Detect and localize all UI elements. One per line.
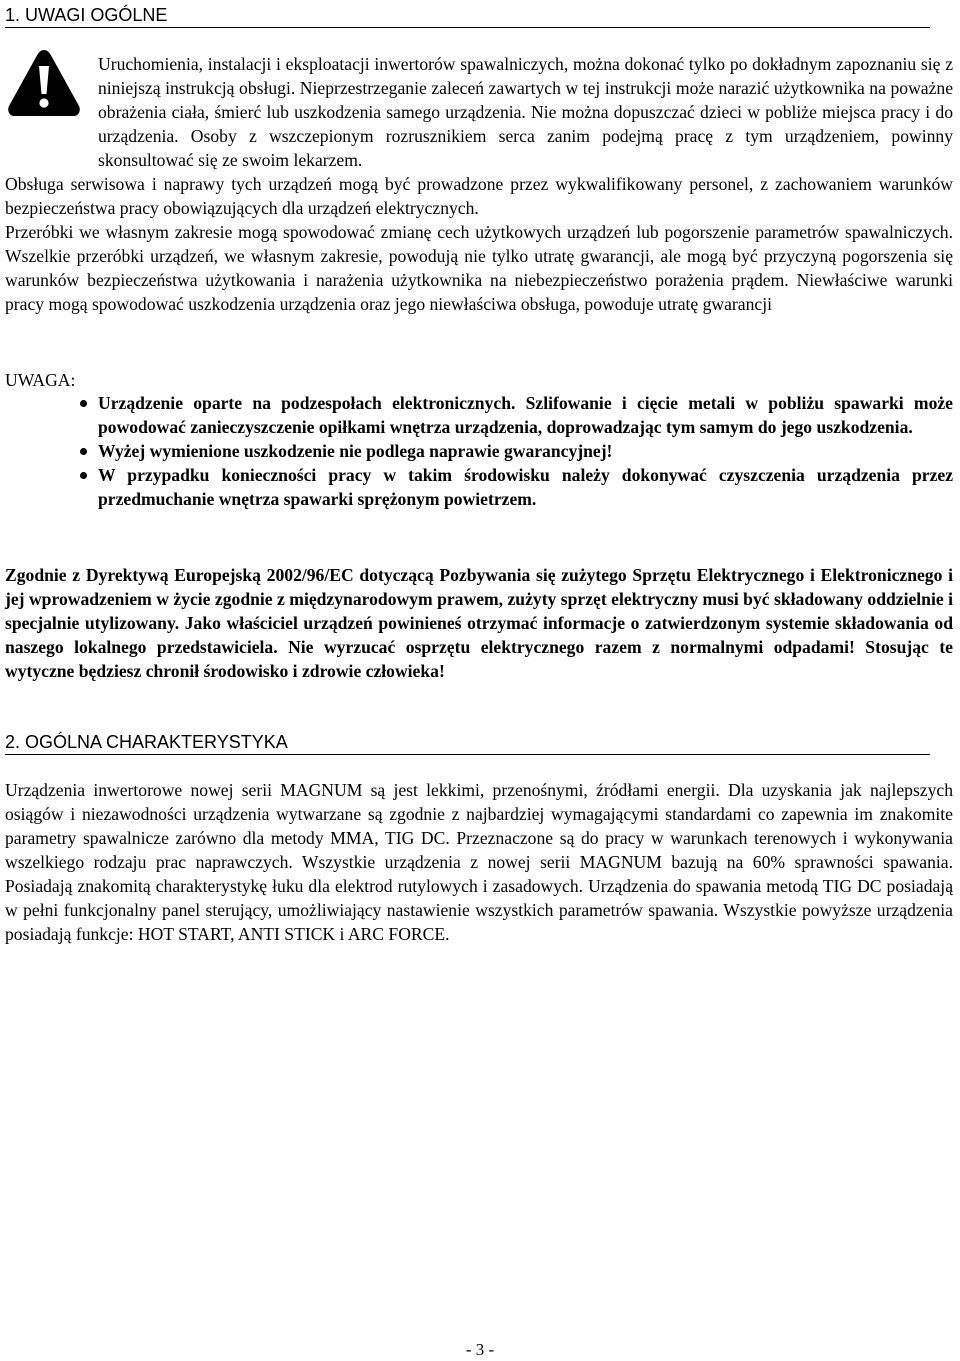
bullet-text: W przypadku konieczności pracy w takim środowisku należy dokonywać czyszczenia urządzenia przez przedmuchanie wnętrza spawarki sprężonym powietrzem. (98, 465, 953, 509)
bullet-dot-icon (80, 400, 87, 407)
bullet-text: Wyżej wymienione uszkodzenie nie podlega naprawie gwarancyjnej! (98, 441, 613, 461)
section-1-heading: 1. UWAGI OGÓLNE (5, 4, 930, 28)
uwaga-label: UWAGA: (5, 370, 76, 390)
section-2-heading: 2. OGÓLNA CHARAKTERYSTYKA (5, 731, 930, 755)
bullet-dot-icon (80, 448, 87, 455)
intro-paragraph: Uruchomienia, instalacji i eksploatacji inwertorów spawalniczych, można dokonać tylko po dokładnym zapoznaniu się z niniejszą instrukcją obsługi. Nieprzestrzeganie zaleceń zawartych w tej instrukcji może narazić użytkownika na poważne obrażenia ciała, śmierć lub uszkodzenia samego urządzenia. Nie można dopuszczać dzieci w pobliże miejsca pracy i do urządzenia. Osoby z wszczepionym rozrusznikiem serca zanim podejmą pracę z tym urządzeniem, powinny skonsultować się ze swoim lekarzem. (98, 54, 953, 170)
modification-paragraph: Przeróbki we własnym zakresie mogą spowodować zmianę cech użytkowych urządzeń lub pogorszenie parametrów spawalniczych. Wszelkie przeróbki urządzeń, we własnym zakresie, powodują nie tylko utratę gwarancji, ale mogą być przyczyną pogorszenia się warunków bezpieczeństwa użytkowania i narażenia użytkownika na niebezpieczeństwo porażenia prądem. Niewłaściwe warunki pracy mogą spowodować uszkodzenia urządzenia oraz jego niewłaściwa obsługa, powoduje utratę gwarancji (5, 222, 953, 314)
bullet-text: Urządzenie oparte na podzespołach elektronicznych. Szlifowanie i cięcie metali w pobliżu spawarki może powodować zanieczyszczenie opiłkami wnętrza urządzenia, doprowadzając tym samym do jego uszkodzenia. (98, 393, 953, 437)
uwaga-bullet-item (5, 439, 953, 463)
page-number: - 3 - (465, 1340, 495, 1359)
uwaga-bullet-item (5, 463, 953, 511)
bullet-dot-icon (80, 472, 87, 479)
general-notes-block (5, 52, 953, 316)
uwaga-bullet-list (5, 391, 953, 511)
uwaga-bullet-item (5, 391, 953, 439)
general-characteristics-paragraph: Urządzenia inwertorowe nowej serii MAGNUM są jest lekkimi, przenośnymi, źródłami energii. Dla uzyskania jak najlepszych osiągów i niezawodności urządzenia wytwarzane są zgodnie z najbardziej wymagającymi standardami co zapewnia im znakomite parametry spawalnicze zarówno dla metody MMA, TIG DC. Przeznaczone są do pracy w warunkach terenowych i wykonywania wszelkiego rodzaju prac naprawczych. Wszystkie urządzenia z nowej serii MAGNUM bazują na 60% sprawności spawania. Posiadają znakomitą charakterystykę łuku dla elektrod rutylowych i zasadowych. Urządzenia do spawania metodą TIG DC posiadają w pełni funkcjonalny panel sterujący, umożliwiający nastawienie wszystkich parametrów spawania. Wszystkie powyższe urządzenia posiadają funkcje: HOT START, ANTI STICK i ARC FORCE. (5, 780, 953, 944)
service-paragraph: Obsługa serwisowa i naprawy tych urządzeń mogą być prowadzone przez wykwalifikowany personel, z zachowaniem warunków bezpieczeństwa pracy obowiązujących dla urządzeń elektrycznych. (5, 174, 953, 218)
weee-directive-paragraph: Zgodnie z Dyrektywą Europejską 2002/96/EC dotyczącą Pozbywania się zużytego Sprzętu Elektrycznego i Elektronicznego i jej wprowadzeniem w życie zgodnie z międzynarodowym prawem, zużyty sprzęt elektryczny musi być składowany oddzielnie i specjalnie utylizowany. Jako właściciel urządzeń powinieneś otrzymać informacje o zatwierdzonym systemie składowania od naszego lokalnego przedstawiciela. Nie wyrzucać osprzętu elektrycznego razem z normalnymi odpadami! Stosując te wytyczne będziesz chronił środowisko i zdrowie człowieka! (5, 565, 953, 681)
